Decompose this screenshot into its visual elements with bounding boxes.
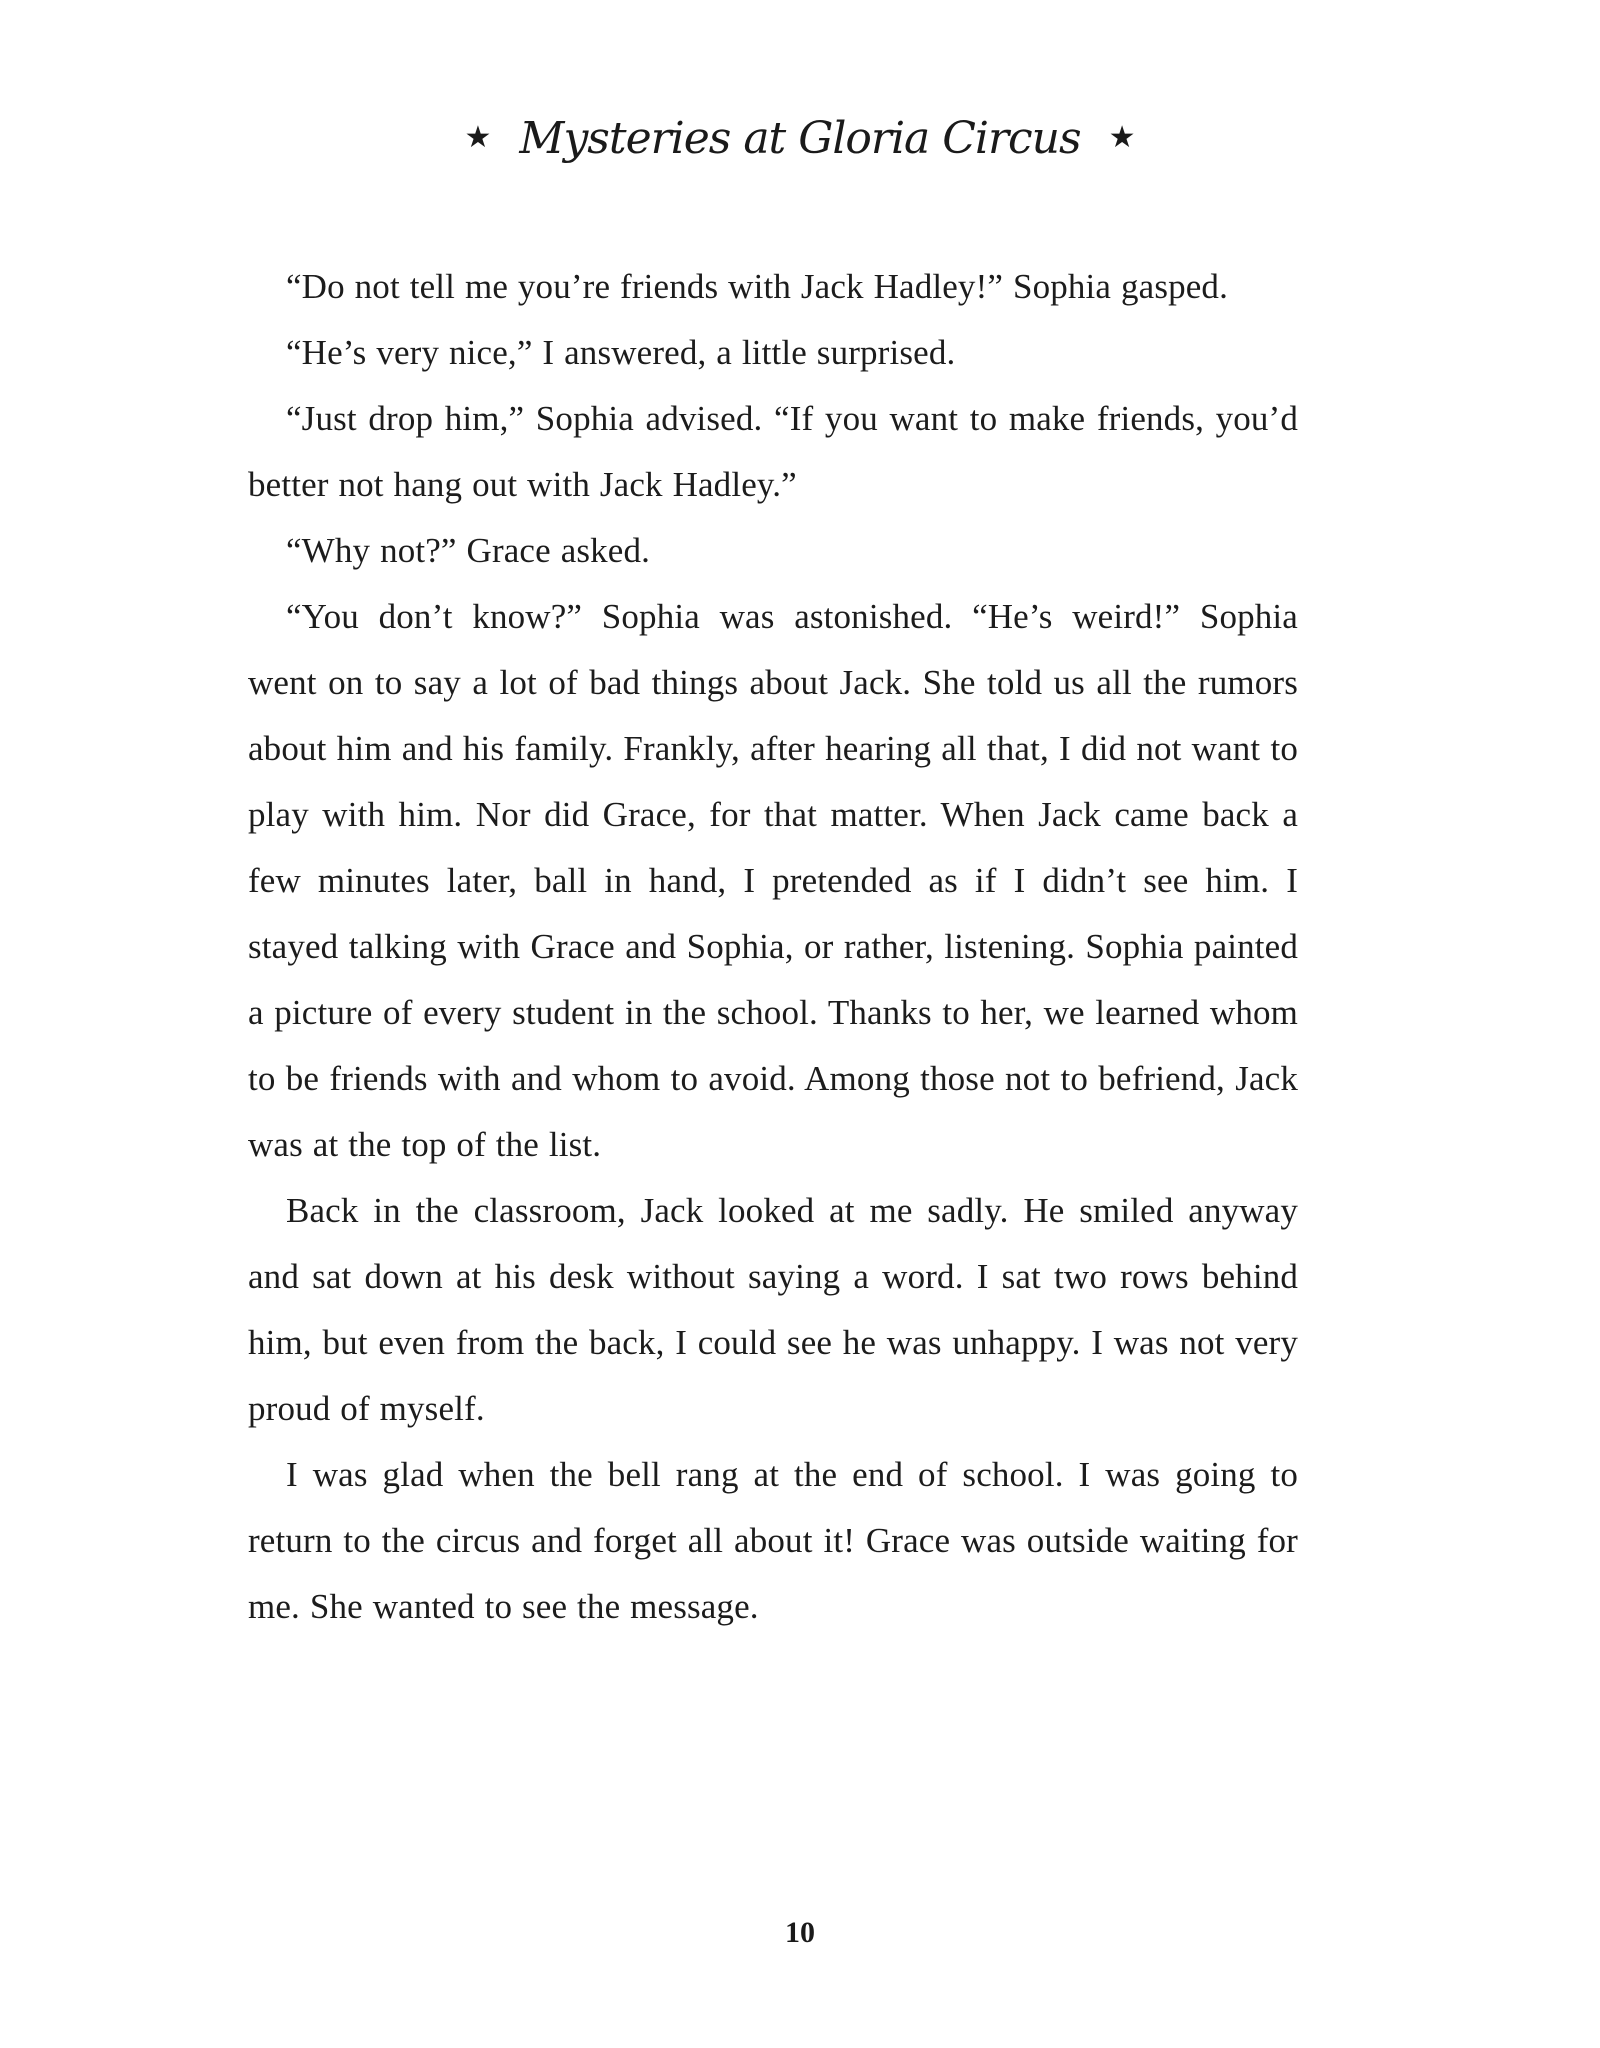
page-number: 10	[785, 1916, 815, 1949]
running-header	[0, 108, 1600, 168]
paragraph: “Do not tell me you’re friends with Jack Hadley!” Sophia gasped.	[286, 267, 1228, 306]
series-title: Mysteries at Gloria Circus	[519, 112, 1081, 164]
star-icon: ★	[464, 120, 492, 155]
paragraph: “Just drop him,” Sophia advised. “If you want to make friends, you’d better not hang out with Jack Hadley.”	[248, 399, 1298, 504]
paragraph: Back in the classroom, Jack looked at me sadly. He smiled anyway and sat down at his desk without saying a word. I sat two rows behind him, but even from the back, I could see he was unhappy. I was not very proud of myself.	[248, 1191, 1298, 1428]
paragraph: I was glad when the bell rang at the end of school. I was going to return to the circus and forget all about it! Grace was outside waiting for me. She wanted to see the message.	[248, 1455, 1298, 1626]
paragraph: “You don’t know?” Sophia was astonished. “He’s weird!” Sophia went on to say a lot of bad things about Jack. She told us all the rumors about him and his family. Frankly, after hearing all that, I did not want to play with him. Nor did Grace, for that matter. When Jack came back a few minutes later, ball in hand, I pretended as if I didn’t see him. I stayed talking with Grace and Sophia, or rather, listening. Sophia painted a picture of every student in the school. Thanks to her, we learned whom to be friends with and whom to avoid. Among those not to befriend, Jack was at the top of the list.	[248, 597, 1298, 1164]
paragraph: “Why not?” Grace asked.	[286, 531, 651, 570]
star-icon: ★	[1108, 120, 1136, 155]
paragraph: “He’s very nice,” I answered, a little surprised.	[286, 333, 956, 372]
body-text	[248, 254, 1298, 1640]
